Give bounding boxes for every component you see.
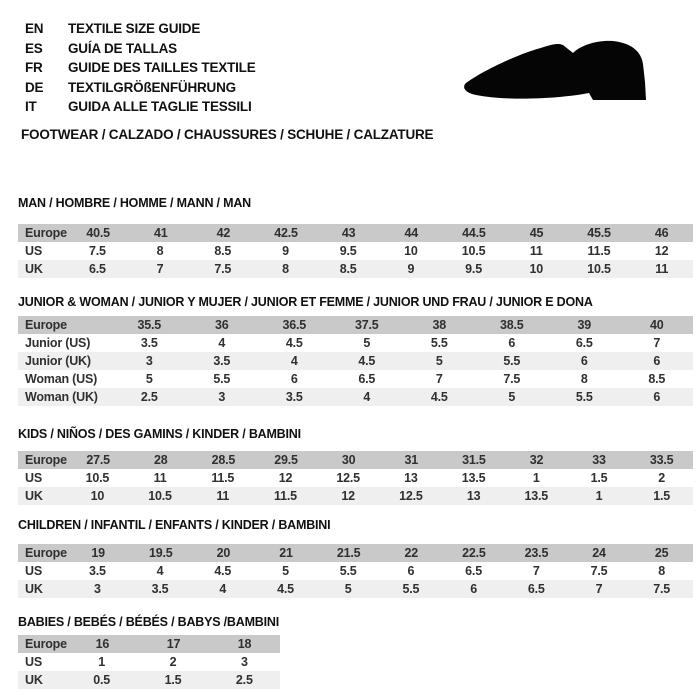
size-value: 3 — [218, 390, 226, 404]
size-value: 10.5 — [148, 489, 172, 503]
size-value: 25 — [654, 546, 669, 560]
size-value: 12 — [341, 489, 355, 503]
size-value: 10.5 — [587, 262, 611, 276]
row-label: Europe — [25, 226, 67, 240]
size-value: 12.5 — [399, 489, 423, 503]
size-value: 9 — [282, 244, 289, 258]
size-value: 13 — [404, 471, 418, 485]
size-value: 44 — [404, 226, 418, 240]
row-label: Europe — [25, 453, 67, 467]
language-title: GUÍA DE TALLAS — [68, 40, 177, 56]
row-label: US — [25, 244, 42, 258]
size-value: 1.5 — [653, 489, 671, 503]
size-value: 32 — [529, 453, 544, 467]
size-value: 3 — [240, 655, 248, 669]
size-value: 5 — [508, 390, 516, 404]
table-title: KIDS / NIÑOS / DES GAMINS / KINDER / BAMBINI — [18, 427, 301, 441]
table-title: CHILDREN / INFANTIL / ENFANTS / KINDER / BAMBINI — [18, 518, 331, 532]
dress-shoe-icon — [462, 36, 672, 110]
size-value: 4.5 — [285, 336, 303, 350]
size-value: 36 — [214, 318, 229, 332]
size-value: 1 — [595, 489, 603, 503]
size-value: 4.5 — [430, 390, 448, 404]
row-label: US — [25, 564, 42, 578]
size-value: 11 — [216, 489, 230, 503]
size-value: 8 — [580, 372, 588, 386]
size-value: 0.5 — [93, 673, 111, 687]
size-table — [18, 544, 693, 598]
size-value: 19.5 — [149, 546, 173, 560]
size-value: 44.5 — [462, 226, 486, 240]
size-value: 9.5 — [465, 262, 482, 276]
size-table-section-children — [18, 518, 693, 598]
size-value: 12 — [278, 471, 293, 485]
table-title: BABIES / BEBÉS / BÉBÉS / BABYS /BAMBINI — [18, 615, 279, 629]
size-value: 7 — [532, 564, 540, 578]
size-value: 7 — [156, 262, 164, 276]
size-value: 39 — [577, 318, 591, 332]
table-row — [18, 487, 693, 505]
size-table — [18, 635, 280, 689]
size-value: 6.5 — [465, 564, 482, 578]
size-table — [18, 224, 693, 278]
size-table-section-junior-woman — [18, 295, 693, 406]
table-row — [18, 352, 693, 370]
size-table — [18, 316, 693, 406]
row-label: US — [25, 471, 42, 485]
language-title: GUIDA ALLE TAGLIE TESSILI — [68, 99, 252, 114]
row-label: Junior (US) — [25, 336, 91, 350]
size-value: 7 — [595, 582, 603, 596]
size-value: 20 — [216, 546, 231, 560]
size-value: 10 — [404, 244, 418, 258]
size-table — [18, 451, 693, 505]
size-value: 7.5 — [88, 244, 106, 258]
size-value: 45.5 — [587, 226, 611, 240]
size-value: 37.5 — [354, 318, 379, 332]
row-label: UK — [25, 673, 43, 687]
size-value: 3.5 — [151, 582, 169, 596]
size-value: 3.5 — [88, 564, 106, 578]
size-value: 21.5 — [336, 546, 361, 560]
size-value: 3.5 — [140, 336, 158, 350]
size-value: 18 — [237, 637, 252, 651]
size-value: 3.5 — [213, 354, 231, 368]
table-row — [18, 469, 693, 487]
table-row — [18, 334, 693, 352]
size-value: 21 — [279, 546, 293, 560]
size-value: 40.5 — [86, 226, 110, 240]
language-code: FR — [25, 60, 43, 75]
size-value: 11.5 — [211, 471, 235, 485]
language-code: IT — [25, 99, 37, 114]
size-value: 13.5 — [524, 489, 549, 503]
size-value: 22.5 — [462, 546, 486, 560]
table-row — [18, 260, 693, 278]
size-value: 10 — [529, 262, 544, 276]
size-value: 38.5 — [499, 318, 524, 332]
table-row — [18, 388, 693, 406]
size-value: 5.5 — [213, 372, 231, 386]
size-value: 5.5 — [575, 390, 593, 404]
table-title: MAN / HOMBRE / HOMME / MANN / MAN — [18, 196, 251, 210]
size-value: 19 — [91, 546, 105, 560]
size-value: 2.5 — [140, 390, 158, 404]
size-value: 24 — [592, 546, 606, 560]
size-value: 45 — [529, 226, 544, 240]
size-value: 28.5 — [211, 453, 236, 467]
size-value: 10.5 — [85, 471, 110, 485]
size-value: 16 — [95, 637, 110, 651]
size-value: 29.5 — [274, 453, 298, 467]
table-row — [18, 451, 693, 469]
size-value: 6 — [653, 390, 661, 404]
language-title: GUIDE DES TAILLES TEXTILE — [68, 60, 256, 75]
size-value: 7.5 — [503, 372, 521, 386]
size-value: 4 — [363, 390, 371, 404]
size-value: 12.5 — [336, 471, 360, 485]
size-value: 35.5 — [137, 318, 162, 332]
size-value: 2 — [169, 655, 177, 669]
size-value: 1.5 — [590, 471, 608, 485]
size-value: 4 — [219, 582, 227, 596]
size-value: 2.5 — [235, 673, 253, 687]
size-value: 46 — [654, 226, 669, 240]
size-value: 10.5 — [461, 244, 486, 258]
size-value: 4.5 — [277, 582, 294, 596]
table-row — [18, 635, 280, 653]
size-value: 8.5 — [648, 372, 666, 386]
size-value: 9 — [407, 262, 415, 276]
table-row — [18, 316, 693, 334]
size-value: 3 — [145, 354, 153, 368]
row-label: Europe — [25, 546, 67, 560]
table-title: JUNIOR & WOMAN / JUNIOR Y MUJER / JUNIOR ET FEMME / JUNIOR UND FRAU / JUNIOR E DONA — [18, 295, 593, 309]
size-value: 31 — [404, 453, 418, 467]
language-code: EN — [25, 21, 44, 36]
size-value: 5 — [435, 354, 443, 368]
row-label: Woman (US) — [25, 372, 98, 386]
size-value: 4 — [218, 336, 226, 350]
size-table-section-babies — [18, 615, 693, 689]
language-title: TEXTILGRÖßENFÜHRUNG — [68, 79, 236, 95]
size-value: 11 — [153, 471, 167, 485]
size-value: 11 — [655, 262, 669, 276]
size-value: 4 — [290, 354, 298, 368]
row-label: Woman (UK) — [25, 390, 98, 404]
size-value: 11 — [529, 244, 543, 258]
size-value: 8 — [156, 244, 164, 258]
size-value: 33.5 — [649, 453, 674, 467]
row-label: UK — [25, 489, 43, 503]
size-value: 12 — [654, 244, 669, 258]
size-value: 8 — [658, 564, 666, 578]
size-value: 5 — [344, 582, 352, 596]
size-value: 6.5 — [527, 582, 545, 596]
size-value: 28 — [154, 453, 168, 467]
size-value: 5 — [145, 372, 153, 386]
size-value: 7.5 — [653, 582, 671, 596]
size-value: 36.5 — [282, 318, 307, 332]
size-value: 7.5 — [590, 564, 608, 578]
size-value: 3.5 — [285, 390, 303, 404]
size-value: 5.5 — [430, 336, 448, 350]
size-value: 4.5 — [214, 564, 232, 578]
size-value: 11.5 — [274, 489, 297, 503]
size-value: 31.5 — [462, 453, 486, 467]
row-label: US — [25, 655, 42, 669]
size-value: 1 — [532, 471, 540, 485]
size-value: 10 — [90, 489, 105, 503]
table-row — [18, 370, 693, 388]
size-value: 6 — [508, 336, 516, 350]
table-row — [18, 671, 280, 689]
category-heading: FOOTWEAR / CALZADO / CHAUSSURES / SCHUHE / CALZATURE — [21, 127, 434, 142]
language-code: DE — [25, 79, 44, 95]
size-value: 6.5 — [358, 372, 376, 386]
table-row — [18, 580, 693, 598]
row-label: UK — [25, 262, 43, 276]
table-row — [18, 224, 693, 242]
size-value: 30 — [341, 453, 356, 467]
table-row — [18, 544, 693, 562]
size-value: 9.5 — [339, 244, 357, 258]
size-value: 43 — [341, 226, 356, 240]
table-row — [18, 242, 693, 260]
language-code: ES — [25, 40, 43, 56]
size-value: 11.5 — [587, 244, 611, 258]
size-value: 4.5 — [358, 354, 376, 368]
language-title: TEXTILE SIZE GUIDE — [68, 21, 201, 36]
table-row — [18, 562, 693, 580]
size-value: 1 — [98, 655, 106, 669]
size-value: 1.5 — [164, 673, 182, 687]
size-value: 8.5 — [214, 244, 232, 258]
size-value: 7 — [435, 372, 443, 386]
size-value: 4 — [156, 564, 164, 578]
size-value: 5.5 — [402, 582, 420, 596]
row-label: Europe — [25, 318, 67, 332]
size-value: 8.5 — [339, 262, 357, 276]
row-label: Junior (UK) — [25, 354, 91, 368]
table-row — [18, 653, 280, 671]
size-value: 6.5 — [575, 336, 593, 350]
size-value: 38 — [432, 318, 446, 332]
size-value: 3 — [93, 582, 101, 596]
size-table-section-man — [18, 196, 693, 278]
size-value: 5 — [282, 564, 289, 578]
size-value: 17 — [166, 637, 181, 651]
size-value: 5 — [363, 336, 371, 350]
language-list — [25, 19, 256, 117]
row-label: UK — [25, 582, 43, 596]
size-value: 40 — [649, 318, 664, 332]
size-value: 5.5 — [339, 564, 357, 578]
size-value: 13 — [466, 489, 481, 503]
size-value: 41 — [154, 226, 168, 240]
size-value: 22 — [404, 546, 418, 560]
size-value: 6 — [407, 564, 415, 578]
size-value: 6 — [470, 582, 477, 596]
size-value: 6 — [653, 354, 661, 368]
size-value: 33 — [592, 453, 606, 467]
size-value: 42 — [216, 226, 231, 240]
size-value: 2 — [658, 471, 666, 485]
size-value: 5.5 — [503, 354, 521, 368]
size-value: 6 — [580, 354, 588, 368]
size-value: 42.5 — [274, 226, 298, 240]
size-table-section-kids — [18, 427, 693, 505]
size-value: 23.5 — [524, 546, 549, 560]
size-value: 7 — [653, 336, 661, 350]
size-value: 27.5 — [86, 453, 110, 467]
size-value: 8 — [282, 262, 289, 276]
size-value: 7.5 — [214, 262, 232, 276]
size-value: 13.5 — [461, 471, 486, 485]
size-value: 6 — [290, 372, 298, 386]
row-label: Europe — [25, 637, 67, 651]
size-value: 6.5 — [88, 262, 106, 276]
